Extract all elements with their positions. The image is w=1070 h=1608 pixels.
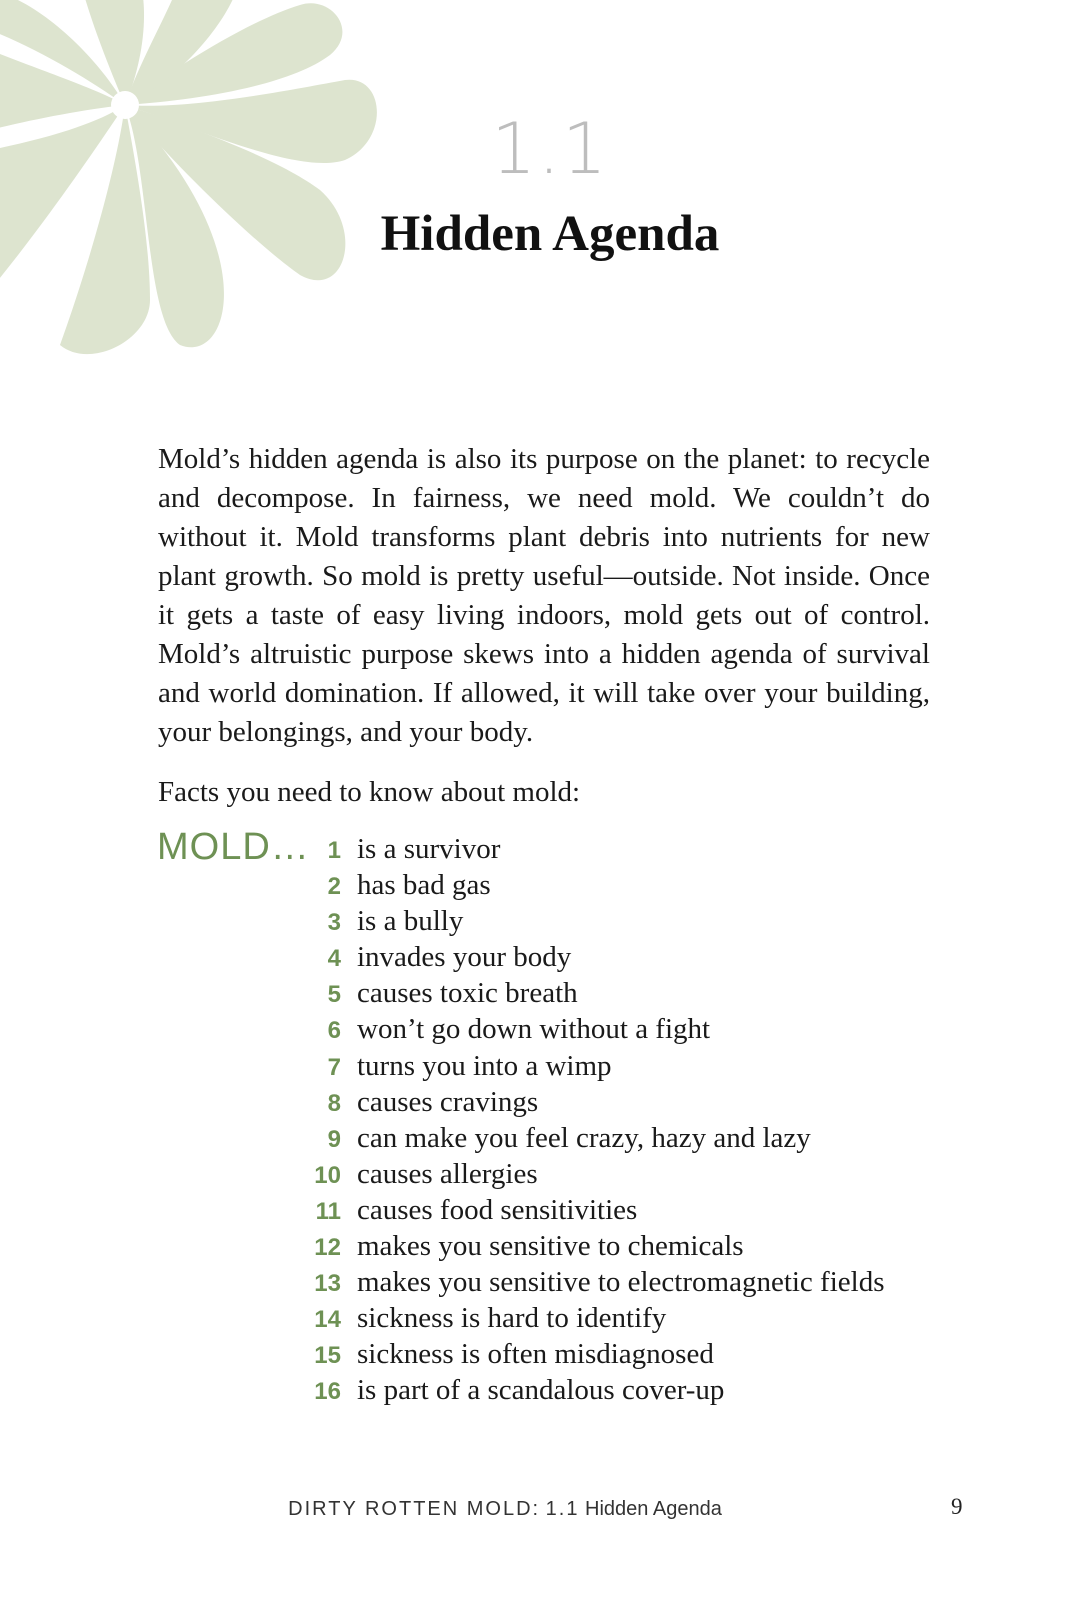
list-item: [300, 869, 1000, 905]
list-item-number: 3: [327, 909, 341, 937]
list-item-number: 8: [327, 1089, 341, 1117]
footer-section-number: 1.1: [545, 1498, 580, 1520]
list-item-text: is a survivor: [357, 833, 501, 865]
list-item-text: causes cravings: [357, 1085, 539, 1118]
list-item: [300, 1302, 1000, 1338]
footer-book-title: DIRTY ROTTEN MOLD:: [288, 1498, 541, 1520]
list-item-text: turns you into a wimp: [357, 1049, 612, 1082]
list-item-number: 12: [314, 1234, 341, 1262]
list-item: [300, 1086, 1000, 1122]
list-item-text: causes toxic breath: [357, 977, 578, 1010]
list-item-text: makes you sensitive to chemicals: [357, 1230, 744, 1263]
list-item-number: 6: [327, 1017, 341, 1045]
mold-label: MOLD…: [157, 826, 310, 868]
page-number: 9: [951, 1494, 963, 1519]
list-item-text: sickness is hard to identify: [357, 1302, 667, 1335]
list-item-text: is a bully: [357, 905, 464, 938]
running-footer: [0, 1498, 1010, 1521]
chapter-title: Hidden Agenda: [380, 206, 720, 262]
list-item-number: 14: [314, 1306, 341, 1334]
list-item: [300, 1013, 1000, 1049]
flower-decoration: [0, 0, 400, 380]
list-item: [300, 1266, 1000, 1302]
chapter-number: 1.1: [491, 108, 609, 190]
list-item-number: 9: [327, 1125, 341, 1153]
facts-intro: Facts you need to know about mold:: [158, 776, 581, 808]
list-item: [300, 941, 1000, 977]
facts-list: [300, 833, 1000, 1411]
list-item-number: 10: [314, 1161, 341, 1189]
list-item-number: 5: [327, 981, 341, 1009]
list-item-text: won’t go down without a fight: [357, 1013, 711, 1046]
list-item-number: 4: [327, 945, 341, 973]
list-item-text: has bad gas: [357, 869, 491, 902]
list-item-text: is part of a scandalous cover-up: [357, 1374, 725, 1407]
list-item-number: 7: [327, 1053, 341, 1081]
list-item: [300, 833, 1000, 869]
list-item-text: makes you sensitive to electromagnetic fields: [357, 1266, 885, 1299]
list-item-number: 13: [314, 1270, 341, 1298]
list-item-text: can make you feel crazy, hazy and lazy: [357, 1121, 811, 1154]
list-item-text: causes food sensitivities: [357, 1193, 638, 1226]
list-item-text: invades your body: [357, 941, 572, 974]
list-item: [300, 1158, 1000, 1194]
list-item: [300, 1230, 1000, 1266]
list-item-text: causes allergies: [357, 1157, 538, 1190]
footer-chapter-title: Hidden Agenda: [585, 1498, 722, 1520]
list-item: [300, 977, 1000, 1013]
list-item: [300, 1194, 1000, 1230]
list-item-number: 1: [327, 837, 341, 864]
list-item-text: sickness is often misdiagnosed: [357, 1338, 714, 1371]
list-item-number: 15: [314, 1342, 341, 1370]
list-item-number: 2: [327, 873, 341, 901]
list-item-number: 11: [315, 1197, 341, 1225]
list-item: [300, 905, 1000, 941]
body-paragraph: Mold’s hidden agenda is also its purpose on the planet: to recycle and decompose. In fairness, we need mold. We couldn’t do without it. Mold transforms plant debris into nutrients for new plant growth. So mold is pretty useful—outside. Not inside. Once it gets a taste of easy living indoors, mold gets out of control. Mold’s altruistic purpose skews into a hidden agenda of survival and world domination. If allowed, it will take over your building, your belongings, and your body.: [158, 443, 930, 748]
list-item: [300, 1122, 1000, 1158]
list-item: [300, 1338, 1000, 1374]
list-item: [300, 1050, 1000, 1086]
list-item: [300, 1374, 1000, 1410]
list-item-number: 16: [314, 1378, 341, 1406]
